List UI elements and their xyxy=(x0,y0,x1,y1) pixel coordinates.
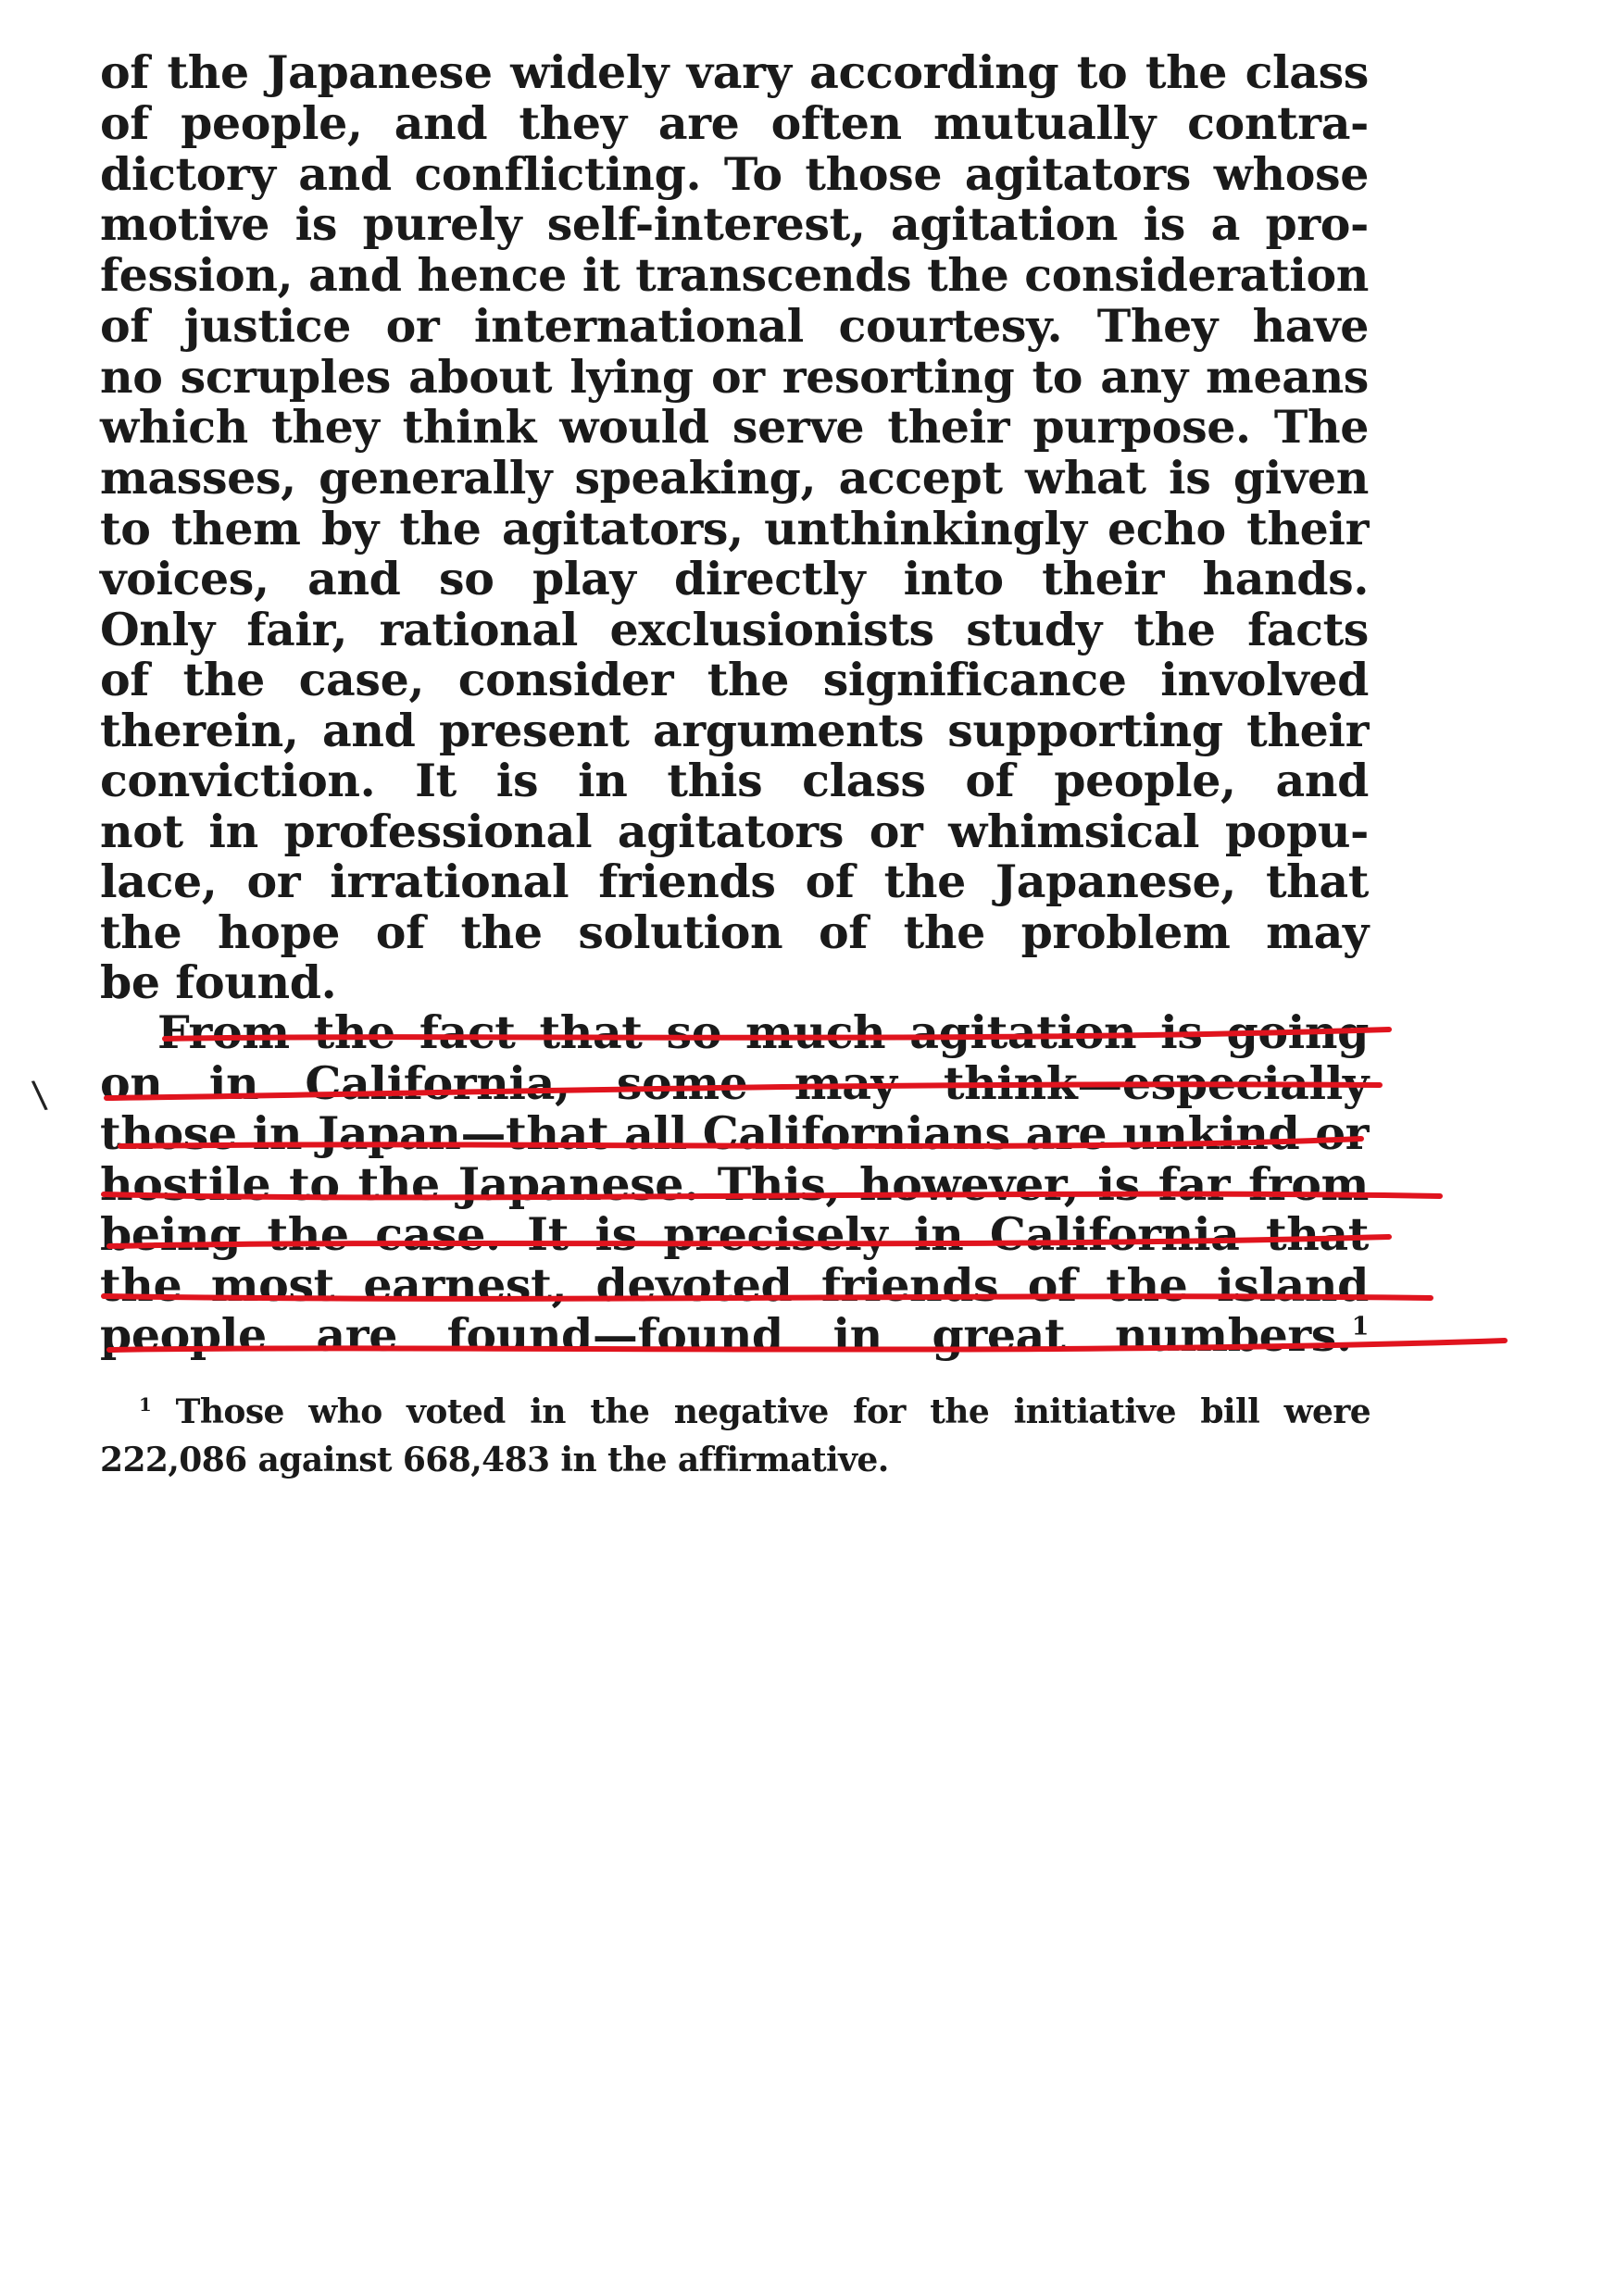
body-line: fession, and hence it transcends the consideration xyxy=(100,248,1369,302)
body-line: motive is purely self-interest, agitation is a pro- xyxy=(100,197,1369,251)
highlighted-line: hostile to the Japanese. This, however, is far from xyxy=(100,1157,1369,1211)
highlighted-line: those in Japan—that all Californians are unkind or xyxy=(100,1106,1369,1160)
body-line-last: be found. xyxy=(100,955,337,1009)
body-line: the hope of the solution of the problem may xyxy=(100,905,1369,959)
body-line: of people, and they are often mutually contra- xyxy=(100,96,1369,150)
highlighted-line: From the fact that so much agitation is going xyxy=(157,1005,1369,1059)
highlighted-line: the most earnest, devoted friends of the island xyxy=(100,1258,1369,1312)
highlighted-line-text: people are found—found in great numbers. xyxy=(100,1308,1352,1362)
body-line: therein, and present arguments supporting their xyxy=(100,704,1369,757)
body-line: no scruples about lying or resorting to any means xyxy=(100,350,1369,404)
body-line: to them by the agitators, unthinkingly echo their xyxy=(100,502,1369,555)
body-line: of the Japanese widely vary according to the class xyxy=(100,45,1369,99)
body-line: not in professional agitators or whimsical popu- xyxy=(100,805,1369,858)
body-line: conviction. It is in this class of people, and xyxy=(100,754,1369,807)
body-line: of justice or international courtesy. They have xyxy=(100,299,1369,353)
margin-mark: \ xyxy=(30,1073,49,1117)
footnote-reference: 1 xyxy=(1351,1312,1369,1341)
highlighted-line: on in California, some may think—especially xyxy=(100,1056,1369,1110)
body-line: masses, generally speaking, accept what is given xyxy=(100,451,1369,505)
body-line: which they think would serve their purpose. The xyxy=(100,400,1369,454)
body-line: lace, or irrational friends of the Japanese, that xyxy=(100,855,1369,908)
footnote-line xyxy=(139,1387,1370,1437)
footnote-text: Those who voted in the negative for the initiative bill were xyxy=(175,1392,1370,1431)
highlighted-line: being the case. It is precisely in California that xyxy=(100,1207,1369,1261)
body-line: of the case, consider the significance involved xyxy=(100,653,1369,706)
highlighted-line-last xyxy=(100,1298,1369,1372)
body-line: Only fair, rational exclusionists study the facts xyxy=(100,603,1369,656)
body-line: voices, and so play directly into their hands. xyxy=(100,552,1369,605)
footnote-line-last: 222,086 against 668,483 in the affirmative. xyxy=(100,1441,889,1479)
body-line: dictory and conflicting. To those agitators whose xyxy=(100,147,1369,201)
footnote-marker: 1 xyxy=(139,1393,152,1416)
